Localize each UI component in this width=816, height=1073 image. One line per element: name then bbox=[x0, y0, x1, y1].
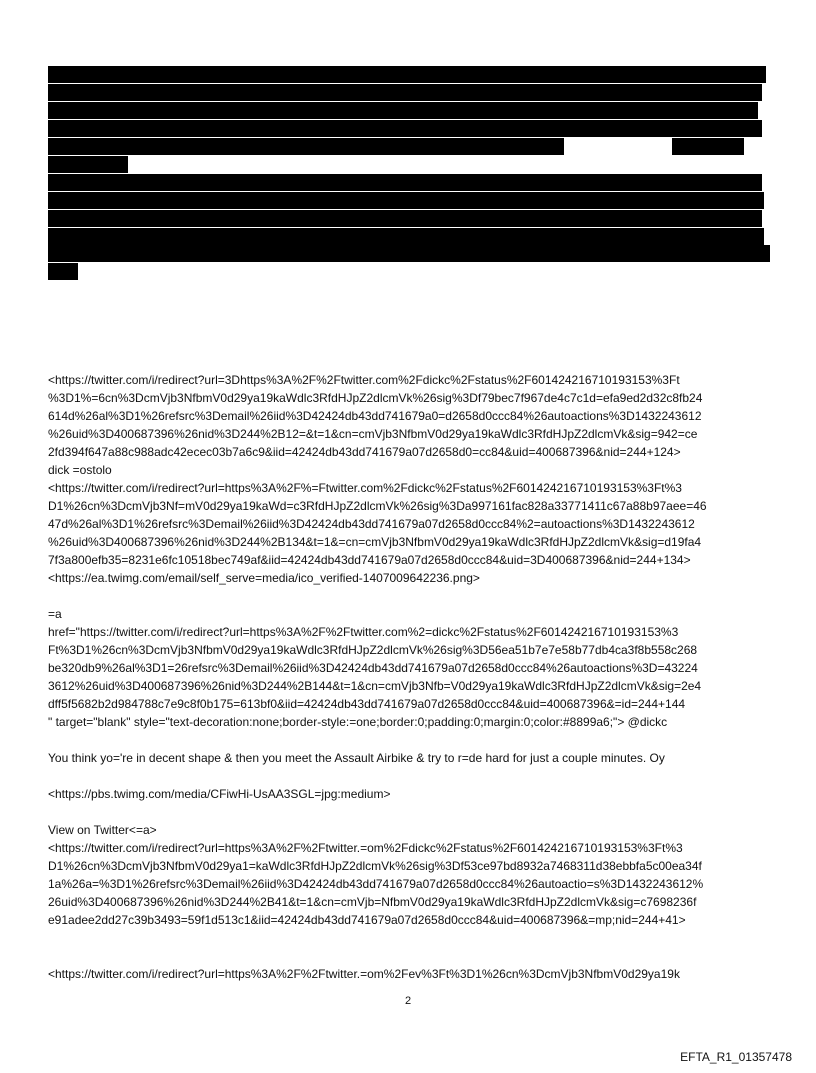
redaction-bar bbox=[48, 156, 128, 173]
body-line: 7f3a800efb35=8231e6fc10518bec749af&iid=42424db43dd741679a07d2658d0ccc84&uid=3D400687396&nid=244+134> bbox=[48, 553, 691, 567]
redaction-bar bbox=[48, 174, 762, 191]
body-line: be320db9%26al%3D1=26refsrc%3Demail%26iid%3D42424db43dd741679a07d2658d0ccc84%26autoactions%3D=43224 bbox=[48, 661, 698, 675]
redaction-bar bbox=[48, 120, 762, 137]
body-line: <https://twitter.com/i/redirect?url=https%3A%2F%2Ftwitter.=om%2Fdickc%2Fstatus%2F601424216710193153%3Ft%3 bbox=[48, 841, 683, 855]
body-line: <https://twitter.com/i/redirect?url=https%3A%2F%2Ftwitter.=om%2Fev%3Ft%3D1%26cn%3DcmVjb3NfbmV0d29ya19k bbox=[48, 967, 680, 981]
body-line: View on Twitter<=a> bbox=[48, 823, 157, 837]
redaction-bar bbox=[48, 263, 78, 280]
page-number: 2 bbox=[404, 995, 412, 1007]
body-line: <https://ea.twimg.com/email/self_serve=media/ico_verified-1407009642236.png> bbox=[48, 571, 480, 585]
body-line: 3612%26uid%3D400687396%26nid%3D244%2B144&t=1&cn=cmVjb3Nfb=V0d29ya19kaWdlc3RfdHJpZ2dlcmVk&sig=2e4 bbox=[48, 679, 702, 693]
redaction-bar bbox=[48, 84, 762, 101]
redaction-bar bbox=[48, 245, 770, 262]
body-line: dick =ostolo bbox=[48, 463, 112, 477]
document-id: EFTA_R1_01357478 bbox=[680, 1050, 792, 1064]
body-line bbox=[48, 767, 778, 785]
body-line: D1%26cn%3DcmVjb3Nf=mV0d29ya19kaWd=c3RfdHJpZ2dlcmVk%26sig%3Da997161fac828a33771411c67a88b97aee=46 bbox=[48, 499, 707, 513]
body-line: 614d%26al%3D1%26refsrc%3Demail%26iid%3D42424db43dd741679a0=d2658d0ccc84%26autoactions%3D1432243612 bbox=[48, 409, 702, 423]
body-line: e91adee2dd27c39b3493=59f1d513c1&iid=42424db43dd741679a07d2658d0ccc84&uid=400687396&=mp;nid=244+41> bbox=[48, 913, 686, 927]
body-line: 2fd394f647a88c988adc42ecec03b7a6c9&iid=42424db43dd741679a07d2658d0=cc84&uid=400687396&nid=244+124> bbox=[48, 445, 681, 459]
redaction-bar bbox=[48, 228, 764, 245]
redaction-bar bbox=[48, 138, 564, 155]
email-body-text bbox=[48, 371, 778, 983]
redaction-bar bbox=[48, 210, 762, 227]
body-line: %26uid%3D400687396%26nid%3D244%2B12=&t=1&cn=cmVjb3NfbmV0d29ya19kaWdlc3RfdHJpZ2dlcmVk&sig=942=ce bbox=[48, 427, 698, 441]
body-line: Ft%3D1%26cn%3DcmVjb3NfbmV0d29ya19kaWdlc3RfdHJpZ2dlcmVk%26sig%3D56ea51b7e7e58b77db4ca3f8b558c268 bbox=[48, 643, 698, 657]
body-line: dff5f5682b2d984788c7e9c8f0b175=613bf0&iid=42424db43dd741679a07d2658d0ccc84&uid=400687396&=id=244+144 bbox=[48, 697, 686, 711]
body-line bbox=[48, 929, 778, 947]
body-line: <https://twitter.com/i/redirect?url=https%3A%2F%=Ftwitter.com%2Fdickc%2Fstatus%2F601424216710193153%3Ft%3 bbox=[48, 481, 682, 495]
body-line bbox=[48, 587, 778, 605]
body-line: 1a%26a=%3D1%26refsrc%3Demail%26iid%3D42424db43dd741679a07d2658d0ccc84%26autoactio=s%3D1432243612% bbox=[48, 877, 704, 891]
redaction-bar bbox=[48, 102, 758, 119]
body-line: " target="blank" style="text-decoration:none;border-style:=one;border:0;padding:0;margin:0;color:#8899a6;"> @dickc bbox=[48, 715, 668, 729]
redaction-bar bbox=[48, 66, 766, 83]
body-line: 47d%26al%3D1%26refsrc%3Demail%26iid%3D42424db43dd741679a07d2658d0ccc84%2=autoactions%3D1432243612 bbox=[48, 517, 695, 531]
body-line: <https://pbs.twimg.com/media/CFiwHi-UsAA3SGL=jpg:medium> bbox=[48, 787, 391, 801]
body-line bbox=[48, 731, 778, 749]
redaction-bar bbox=[48, 192, 764, 209]
body-line: D1%26cn%3DcmVjb3NfbmV0d29ya1=kaWdlc3RfdHJpZ2dlcmVk%26sig%3Df53ce97bd8932a7468311d38ebbfa5c00ea34f bbox=[48, 859, 702, 873]
body-line: =a bbox=[48, 607, 62, 621]
body-line: <https://twitter.com/i/redirect?url=3Dhttps%3A%2F%2Ftwitter.com%2Fdickc%2Fstatus%2F601424216710193153%3Ft bbox=[48, 373, 680, 387]
body-line: href="https://twitter.com/i/redirect?url=https%3A%2F%2Ftwitter.com%2=dickc%2Fstatus%2F601424216710193153%3 bbox=[48, 625, 679, 639]
redaction-bar bbox=[672, 138, 744, 155]
body-line: %26uid%3D400687396%26nid%3D244%2B134&t=1&=cn=cmVjb3NfbmV0d29ya19kaWdlc3RfdHJpZ2dlcmVk&sig=d19fa4 bbox=[48, 535, 702, 549]
body-line bbox=[48, 803, 778, 821]
body-line: You think yo='re in decent shape & then you meet the Assault Airbike & try to r=de hard for just a couple minutes. Oy bbox=[48, 751, 665, 765]
body-line bbox=[48, 947, 778, 965]
body-line: 26uid%3D400687396%26nid%3D244%2B41&t=1&cn=cmVjb=NfbmV0d29ya19kaWdlc3RfdHJpZ2dlcmVk&sig=c7698236f bbox=[48, 895, 697, 909]
body-line: %3D1%=6cn%3DcmVjb3NfbmV0d29ya19kaWdlc3RfdHJpZ2dlcmVk%26sig%3Df79bec7f967de4c7c1d=efa9ed2d32c8fb24 bbox=[48, 391, 703, 405]
